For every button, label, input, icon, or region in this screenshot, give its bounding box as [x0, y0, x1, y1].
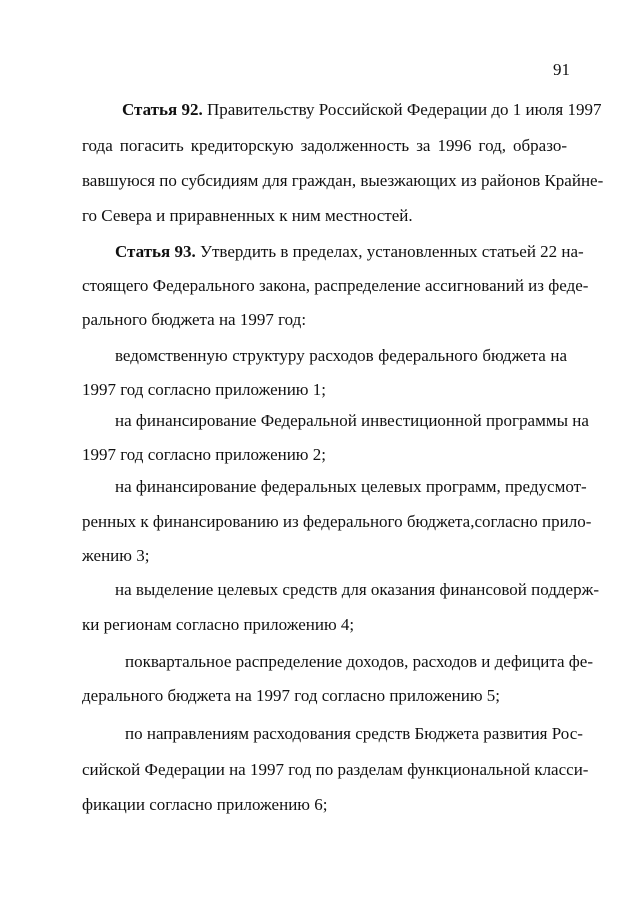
article-93-line-1-text: Утвердить в пределах, установленных статьей 22 на-: [195, 242, 584, 261]
item-3-line-3: жению 3;: [82, 546, 150, 565]
item-4-line-2: ки регионам согласно приложению 4;: [82, 615, 355, 634]
page-number: 91: [553, 60, 570, 79]
item-4-line-1: на выделение целевых средств для оказания финансовой поддерж-: [115, 580, 599, 599]
item-5-line-2: дерального бюджета на 1997 год согласно приложению 5;: [82, 686, 501, 705]
article-92-line-1-text: Правительству Российской Федерации до 1 июля 1997: [202, 100, 602, 119]
item-6-line-1: по направлениям расходования средств Бюджета развития Рос-: [125, 724, 583, 743]
article-92-line-2: года погасить кредиторскую задолженность за 1996 год, образо-: [82, 136, 567, 155]
article-93-heading: Статья 93.: [115, 242, 196, 261]
article-93-line-3: рального бюджета на 1997 год:: [82, 310, 307, 329]
item-2-line-1: на финансирование Федеральной инвестиционной программы на: [115, 411, 589, 430]
item-1-line-1: ведомственную структуру расходов федерального бюджета на: [115, 346, 567, 365]
item-3-line-1: на финансирование федеральных целевых программ, предусмот-: [115, 477, 587, 496]
item-1-line-2: 1997 год согласно приложению 1;: [82, 380, 326, 399]
article-93-line-2: стоящего Федерального закона, распределение ассигнований из феде-: [82, 276, 589, 295]
item-5-line-1: поквартальное распределение доходов, расходов и дефицита фе-: [125, 652, 594, 671]
item-2-line-2: 1997 год согласно приложению 2;: [82, 445, 326, 464]
item-3-line-2: ренных к финансированию из федерального бюджета,согласно прило-: [82, 512, 592, 531]
article-92-line-3: вавшуюся по субсидиям для граждан, выезжающих из районов Крайне-: [82, 171, 604, 190]
item-6-line-2: сийской Федерации на 1997 год по разделам функциональной класси-: [82, 760, 589, 779]
article-93-line-1: [115, 242, 584, 262]
item-6-line-3: фикации согласно приложению 6;: [82, 795, 328, 814]
article-92-line-4: го Севера и приравненных к ним местностей.: [82, 206, 413, 225]
article-92-heading: Статья 92.: [122, 100, 203, 119]
article-92-line-1: [122, 100, 602, 120]
